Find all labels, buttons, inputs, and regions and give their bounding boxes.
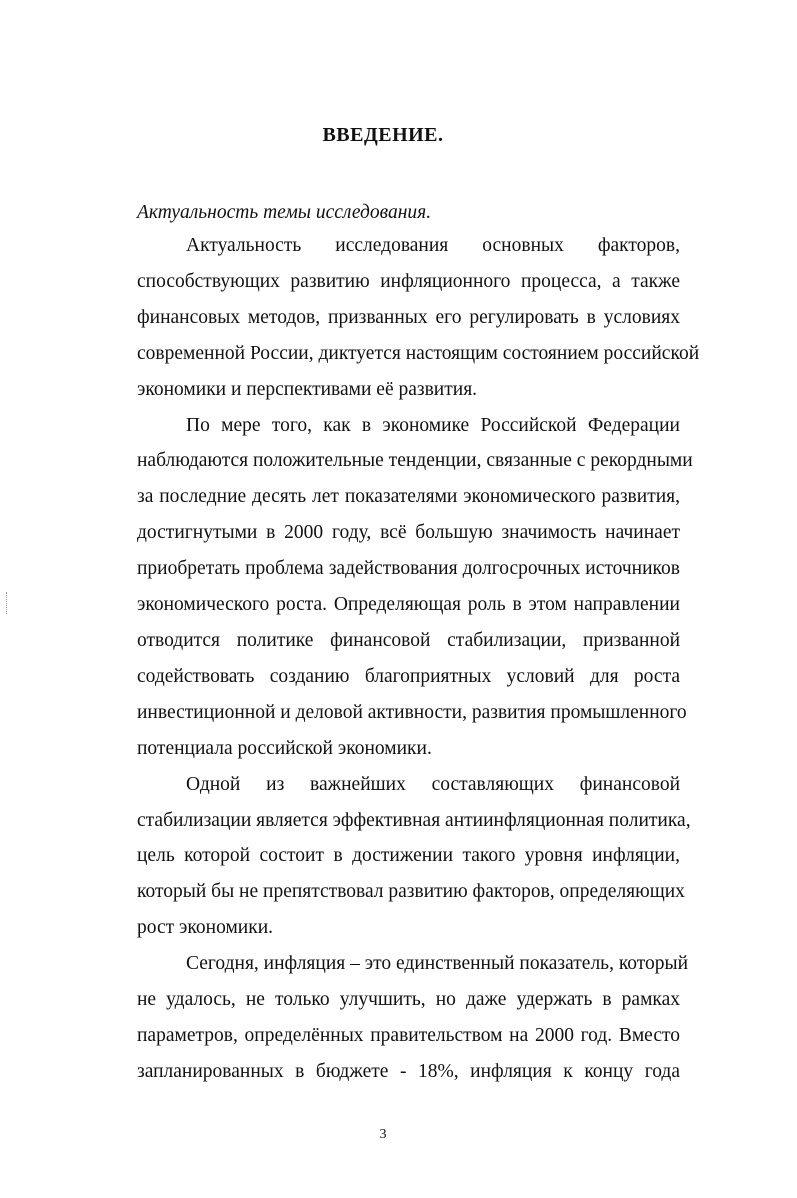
text-line: потенциала российской экономики. [137, 737, 432, 759]
text-line: экономики и перспективами её развития. [137, 378, 478, 400]
paragraph-2 [88, 408, 693, 767]
page-title: ВВЕДЕНИЕ. [322, 124, 444, 146]
text-line: наблюдаются положительные тенденции, связанные с рекордными [137, 450, 693, 472]
section-subtitle: Актуальность темы исследования. [137, 202, 432, 223]
text-line: за последние десять лет показателями экономического развития, [137, 486, 680, 508]
text-line: Актуальность исследования основных факторов, [186, 235, 680, 256]
text-line: достигнутыми в 2000 году, всё большую значимость начинает [137, 522, 680, 544]
text-line: современной России, диктуется настоящим состоянием российской [137, 342, 700, 364]
paragraph-1 [88, 228, 700, 408]
paragraph-4 [88, 946, 689, 1090]
text-line: отводится политике финансовой стабилизации, призванной [137, 629, 680, 651]
text-line: финансовых методов, призванных его регулировать в условиях [137, 306, 680, 328]
text-line: По мере того, как в экономике Российской Федерации [186, 414, 680, 436]
text-line: экономического роста. Определяющая роль в этом направлении [137, 594, 680, 616]
text-line: стабилизации является эффективная антиинфляционная политика, [137, 809, 691, 831]
page-number: 3 [379, 1127, 387, 1142]
text-line: Сегодня, инфляция – это единственный показатель, который [186, 953, 689, 975]
text-line: рост экономики. [137, 917, 274, 939]
text-line: не удалось, не только улучшить, но даже удержать в рамках [137, 989, 680, 1011]
scan-margin-mark [6, 592, 8, 614]
body-text [88, 228, 700, 1090]
text-line: запланированных в бюджете - 18%, инфляция к концу года [137, 1060, 680, 1082]
text-line: содействовать созданию благоприятных условий для роста [137, 665, 680, 687]
text-line: Одной из важнейших составляющих финансовой [186, 773, 680, 795]
text-line: цель которой состоит в достижении такого уровня инфляции, [137, 845, 680, 867]
text-line: способствующих развитию инфляционного процесса, а также [137, 270, 680, 292]
paragraph-3 [88, 767, 691, 947]
text-line: инвестиционной и деловой активности, развития промышленного [137, 701, 687, 723]
text-line: приобретать проблема задействования долгосрочных источников [137, 558, 680, 580]
text-line: который бы не препятствовал развитию факторов, определяющих [137, 881, 685, 903]
text-line: параметров, определённых правительством на 2000 год. Вместо [137, 1024, 680, 1046]
